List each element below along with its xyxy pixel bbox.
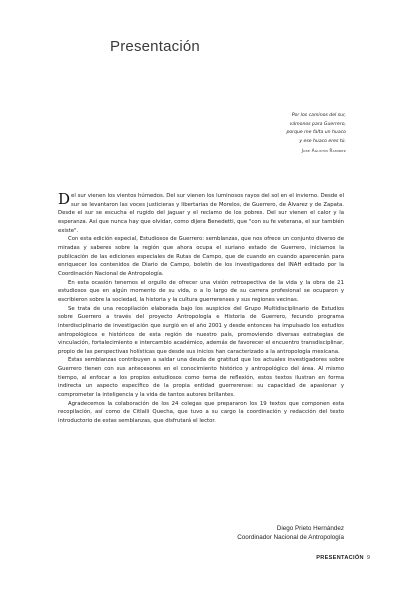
body-text: [58, 192, 344, 426]
drop-cap: D: [58, 190, 71, 208]
page-footer: [316, 555, 370, 561]
epigraph-author: José Agustín Ramírez: [301, 148, 346, 154]
epigraph-line: y ese huaco eres tú.: [299, 138, 346, 144]
signature-name: Diego Prieto Hernández: [276, 525, 344, 532]
epigraph-line: Por los caminos del sur,: [291, 113, 346, 118]
epigraph: [206, 112, 346, 156]
paragraph: [58, 192, 344, 235]
signature-role: Coordinador Nacional de Antropología: [237, 534, 344, 541]
signature-block: [237, 524, 344, 542]
paragraph: Se trata de una recopilación elaborada bajo los auspicios del Grupo Multidisciplinario de Estudios sobre Guerrero a través del proyecto Antropología e Historia de Guerrero, fecundo programa interdisciplinario de investigación que surgió en el año 2001 y desde entonces ha impulsado los estudios antropológicos e históricos de esta región de nuestro país, promoviendo diversas estrategias de vinculación, fortalecimiento e intercambio académico, además de favorecer el encuentro transdisciplinar, propio de las perspectivas holísticas que desde sus inicios han caracterizado a la antropología mexicana.: [58, 305, 344, 355]
page-number: 9: [366, 555, 370, 561]
paragraph: En esta ocasión tenemos el orgullo de ofrecer una visión retrospectiva de la vida y la obra de 21 estudiosos que en algún momento de su vida, o a lo largo de su carrera profesional se ocuparon y escribieron sobre la sociedad, la historia y la cultura guerrerenses y sus regiones vecinas.: [58, 279, 344, 303]
epigraph-line: vámonos para Guerrero,: [289, 121, 346, 127]
paragraph: Agradecemos la colaboración de los 24 colegas que prepararon los 19 textos que componen esta recopilación, así como de Citlalli Quecha, que tuvo a su cargo la coordinación y redacción del texto introductorio de estas semblanzas, que disfrutará el lector.: [58, 400, 344, 425]
paragraph: Con esta edición especial, Estudiosos de Guerrero: semblanzas, que nos ofrece un conjunto diverso de miradas y saberes sobre la región que ahora ocupa el suriano estado de Guerrero, iniciamos la publicación de las ediciones especiales de Rutas de Campo, que de cuando en cuando aparecerán para enriquecer los contenidos de Diario de Campo, boletín de los investigadores del INAH editado por la Coordinación Nacional de Antropología.: [58, 236, 344, 277]
footer-section: PRESENTACIÓN: [316, 555, 364, 561]
paragraph-text: el sur vienen los vientos húmedos. Del sur vienen los luminosos rayos del sol en el invierno. Desde el sur se levantaron las voces justicieras y libertarias de Morelos, de Guerrero, de Álvarez y de Zapata. Desde el sur se escucha el rugido del jaguar y el reclamo de los pobres. Del sur vienen el calor y la esperanza. Así que nunca hay que olvidar, como dijera Benedetti, que "con su fe veterana, el sur también existe".: [58, 193, 344, 234]
page-title: Presentación: [110, 38, 200, 55]
epigraph-line: porque me falta un huaco: [286, 130, 346, 136]
paragraph: Estas semblanzas contribuyen a saldar una deuda de gratitud que los actuales investigadores sobre Guerrero tienen con sus antecesores en el conocimiento histórico y antropológico del área. Al mismo tiempo, al enfocar a los propios estudiosos como tema de reflexión, estos textos ilustran en forma indirecta un aspecto específico de la propia entidad guerrerense: su capacidad de apasionar y comprometer la inteligencia y la vida de tantos autores brillantes.: [58, 357, 344, 399]
